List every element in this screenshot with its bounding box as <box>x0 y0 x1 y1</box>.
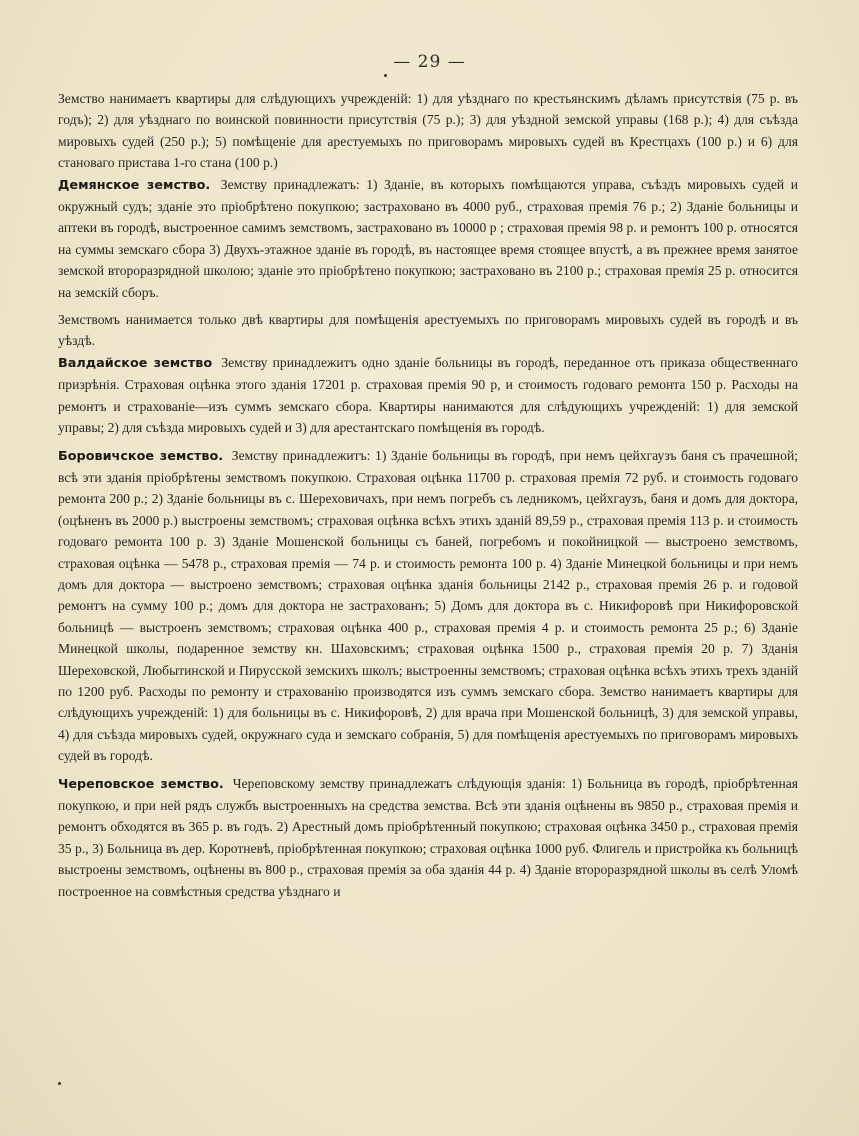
paragraph-cherepovets <box>58 773 798 902</box>
ink-speck <box>58 1082 61 1085</box>
paragraph-text: Земству принадлежитъ: 1) Зданіе больницы въ городѣ, при немъ цейхгаузъ баня съ прачешной; всѣ эти зданія пріобрѣтены земствомъ покупкою. Страховая оцѣнка 11700 р. страховая премія 72 руб. и стоимость годоваго ремонта 200 р.; 2) Зданіе больницы въ с. Шереховичахъ, при немъ погребъ съ ледникомъ, цейхгаузъ, баня и домъ для доктора, (оцѣненъ въ 2000 р.) выстроены земствомъ; страховая оцѣнка всѣхъ этихъ зданій 89,59 р., страховая премія 113 р. и стоимость годоваго ремонта 100 р. 3) Зданіе Мошенской больницы съ баней, погребомъ и покойницкой — выстроено земствомъ, страховая оцѣнка — 5478 р., страховая премія — 74 р. и стоимость ремонта 100 р. 4) Зданіе Минецкой больницы и при немъ домъ для доктора — выстроено земствомъ; страховая оцѣнка зданія больницы 2142 р., страховая премія 26 р. и годовой ремонтъ на сумму 100 р.; домъ для доктора не застрахованъ; 5) Домъ для доктора въ с. Никифоровѣ при Никифоровской больницѣ — выстроенъ земствомъ; страховая оцѣнка 400 р., страховая премія 4 р. и стоимость ремонта 25 р.; 6) Зданіе Минецкой школы, подаренное земству кн. Шаховскимъ; страховая оцѣнка 1500 р., страховая премія 20 р. 7) Зданія Шереховской, Любытинской и Пирусской земскихъ школъ; выстроенны земствомъ; страховая оцѣнка всѣхъ этихъ трехъ зданій по 1200 руб. Расходы по ремонту и страхованію производятся изъ суммъ земскаго сбора. Земство нанимаетъ квартиры для слѣдующихъ учрежденій: 1) для больницы въ с. Никифоровѣ, 2) для врача при Мошенской больницѣ, 3) для земской управы, 4) для съѣзда мировыхъ судей, окружнаго суда и земскаго собранія, 5) для помѣщенія арестуемыхъ по приговорамъ мировыхъ судей въ городѣ. <box>58 447 798 764</box>
paragraph-borovichi <box>58 445 798 767</box>
paragraph-text: Земству принадлежитъ одно зданіе больницы въ городѣ, переданное отъ приказа общественнаго призрѣнія. Страховая оцѣнка этого зданія 17201 р. страховая премія 90 р, и стоимость годоваго ремонта 150 р. Расходы на ремонтъ и страхованіе—изъ суммъ земскаго сбора. Квартиры нанимаются для слѣдующихъ учрежденій: 1) для земской управы; 2) для съѣзда мировыхъ судей и 3) для арестантскаго помѣщенія въ городѣ. <box>58 354 798 436</box>
paragraph-demyansk <box>58 174 798 303</box>
ink-speck <box>384 74 387 77</box>
paragraph-text: Земство нанимаетъ квартиры для слѣдующихъ учрежденій: 1) для уѣзднаго по крестьянскимъ дѣламъ присутствія (75 р. въ годъ); 2) для уѣзднаго по воинской повинности присутствія (75 р.); 3) для уѣздной земской управы (168 р.); 4) для съѣзда мировыхъ судей (250 р.); 5) помѣщеніе для арестуемыхъ по приговорамъ мировыхъ судей въ Крестцахъ (100 р.) и 6) для становаго пристава 1-го стана (100 р.) <box>58 91 798 171</box>
paragraph-text: Череповскому земству принадлежатъ слѣдующія зданія: 1) Больница въ городѣ, пріобрѣтенная покупкою, и при ней рядъ службъ выстроенныхъ на средства земства. Всѣ эти зданія оцѣнены въ 9850 р., страховая премія и ремонтъ обходятся въ 365 р. въ годъ. 2) Арестный домъ пріобрѣтенный покупкою; страховая оцѣнка 3450 р., страховая премія 35 р., 3) Больница въ дер. Коротневѣ, пріобрѣтенная покупкою; страховая оцѣнка 1000 руб. Флигель и пристройка къ больницѣ выстроены земствомъ, оцѣнены въ 800 р., страховая премія за оба зданія 44 р. 4) Зданіе второразрядной школы въ селѣ Уломѣ построенное на совмѣстныя средства уѣзднаго и <box>58 775 799 899</box>
paragraph-1 <box>58 88 798 174</box>
paragraph-text: Земствомъ нанимается только двѣ квартиры для помѣщенія арестуемыхъ по приговорамъ мировыхъ судей въ городѣ и въ уѣздѣ. <box>58 312 798 349</box>
paragraph-3 <box>58 309 798 352</box>
paragraph-text: Земству принадлежатъ: 1) Зданіе, въ которыхъ помѣщаются управа, съѣздъ мировыхъ судей и окружный судъ; зданіе это пріобрѣтено покупкою; застраховано въ 4000 руб., страховая премія 76 р.; 2) Зданіе больницы и аптеки въ городѣ, выстроенное самимъ земствомъ, застраховано въ 10000 р ; страховая премія 98 р. и ремонтъ 100 р. относятся на суммы земскаго сбора 3) Двухъ-этажное зданіе въ городѣ, въ настоящее время стоящее впустѣ, а въ прежнее время занятое земской второразрядной школою; зданіе это пріобрѣтено покупкою; застраховано въ 2100 р.; страховая премія 25 р. относится на земскій сборъ. <box>58 176 798 300</box>
section-heading-cherepovets: Череповское земство. <box>58 776 224 792</box>
section-heading-valdai: Валдайское земство <box>58 355 213 371</box>
page-number: — 29 — <box>393 52 466 72</box>
paragraph-valdai <box>58 352 798 439</box>
section-heading-borovichi: Боровичское земство. <box>58 448 224 464</box>
body-text <box>58 88 798 902</box>
section-heading-demyansk: Демянское земство. <box>58 177 211 193</box>
